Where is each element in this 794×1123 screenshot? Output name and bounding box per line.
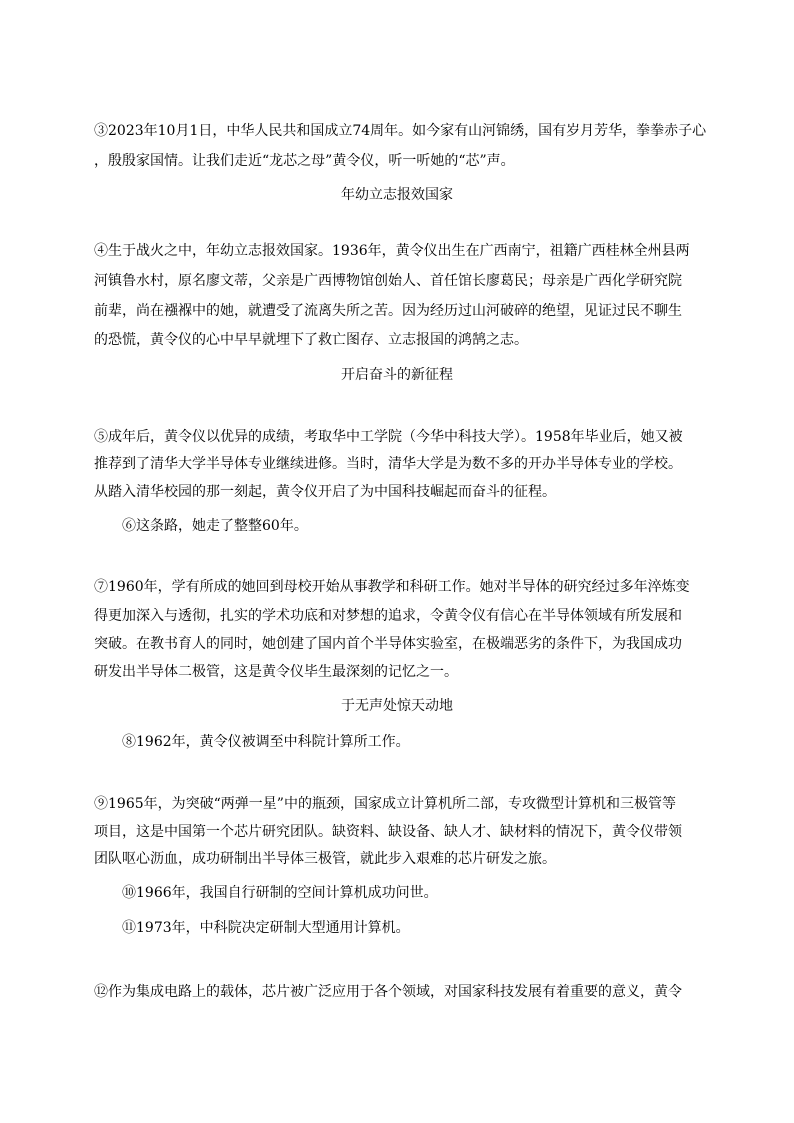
section-heading-3: 于无声处惊天动地: [341, 698, 453, 714]
paragraph-4-line-1: ④生于战火之中，年幼立志报效国家。1936年，黄令仪出生在广西南宁，祖籍广西桂林全州县两: [94, 243, 690, 259]
paragraph-3-line-1: ③2023年10月1日，中华人民共和国成立74周年。如今家有山河锦绣，国有岁月芳华，拳拳赤子心: [94, 123, 707, 139]
paragraph-7-line-1: ⑦1960年，学有所成的她回到母校开始从事教学和科研工作。她对半导体的研究经过多年淬炼变: [94, 579, 690, 595]
paragraph-4-line-4: 的恐慌，黄令仪的心中早早就埋下了救亡图存、立志报国的鸿鹄之志。: [94, 332, 528, 348]
paragraph-5-line-1: ⑤成年后，黄令仪以优异的成绩，考取华中工学院（今华中科技大学）。1958年毕业后，她又被: [94, 429, 683, 445]
paragraph-5-line-2: 推荐到了清华大学半导体专业继续进修。当时，清华大学是为数不多的开办半导体专业的学校。: [94, 456, 682, 472]
paragraph-5-line-3: 从踏入清华校园的那一刻起，黄令仪开启了为中国科技崛起而奋斗的征程。: [94, 484, 556, 500]
paragraph-12-line-1: ⑫作为集成电路上的载体，芯片被广泛应用于各个领域，对国家科技发展有着重要的意义，黄令: [94, 984, 682, 1000]
paragraph-4-line-2: 河镇鲁水村，原名廖文蒂，父亲是广西博物馆创始人、首任馆长廖葛民；母亲是广西化学研究院: [94, 273, 682, 289]
paragraph-9-line-1: ⑨1965年，为突破“两弹一星”中的瓶颈，国家成立计算机所二部，专攻微型计算机和三极管等: [94, 796, 676, 812]
section-heading-2: 开启奋斗的新征程: [341, 367, 453, 383]
section-heading-1: 年幼立志报效国家: [341, 187, 453, 203]
paragraph-3-line-2: ，殷殷家国情。让我们走近“龙芯之母”黄令仪，听一听她的“芯”声。: [94, 153, 515, 169]
paragraph-7-line-4: 研发出半导体二极管，这是黄令仪毕生最深刻的记忆之一。: [94, 664, 458, 680]
paragraph-6: ⑥这条路，她走了整整60年。: [122, 518, 308, 534]
paragraph-8: ⑧1962年，黄令仪被调至中科院计算所工作。: [122, 734, 410, 750]
paragraph-10: ⑩1966年，我国自行研制的空间计算机成功问世。: [122, 885, 438, 901]
paragraph-9-line-2: 项目，这是中国第一个芯片研究团队。缺资料、缺设备、缺人才、缺材料的情况下，黄令仪带领: [94, 824, 682, 840]
paragraph-4-line-3: 前辈，尚在襁褓中的她，就遭受了流离失所之苦。因为经历过山河破碎的绝望，见证过民不聊生: [94, 303, 682, 319]
paragraph-9-line-3: 团队呕心沥血，成功研制出半导体三极管，就此步入艰难的芯片研发之旅。: [94, 851, 556, 867]
paragraph-7-line-3: 突破。在教书育人的同时，她创建了国内首个半导体实验室，在极端恶劣的条件下，为我国成功: [94, 636, 682, 652]
paragraph-7-line-2: 得更加深入与透彻，扎实的学术功底和对梦想的追求，令黄令仪有信心在半导体领域有所发展和: [94, 608, 682, 624]
paragraph-11: ⑪1973年，中科院决定研制大型通用计算机。: [122, 920, 410, 936]
